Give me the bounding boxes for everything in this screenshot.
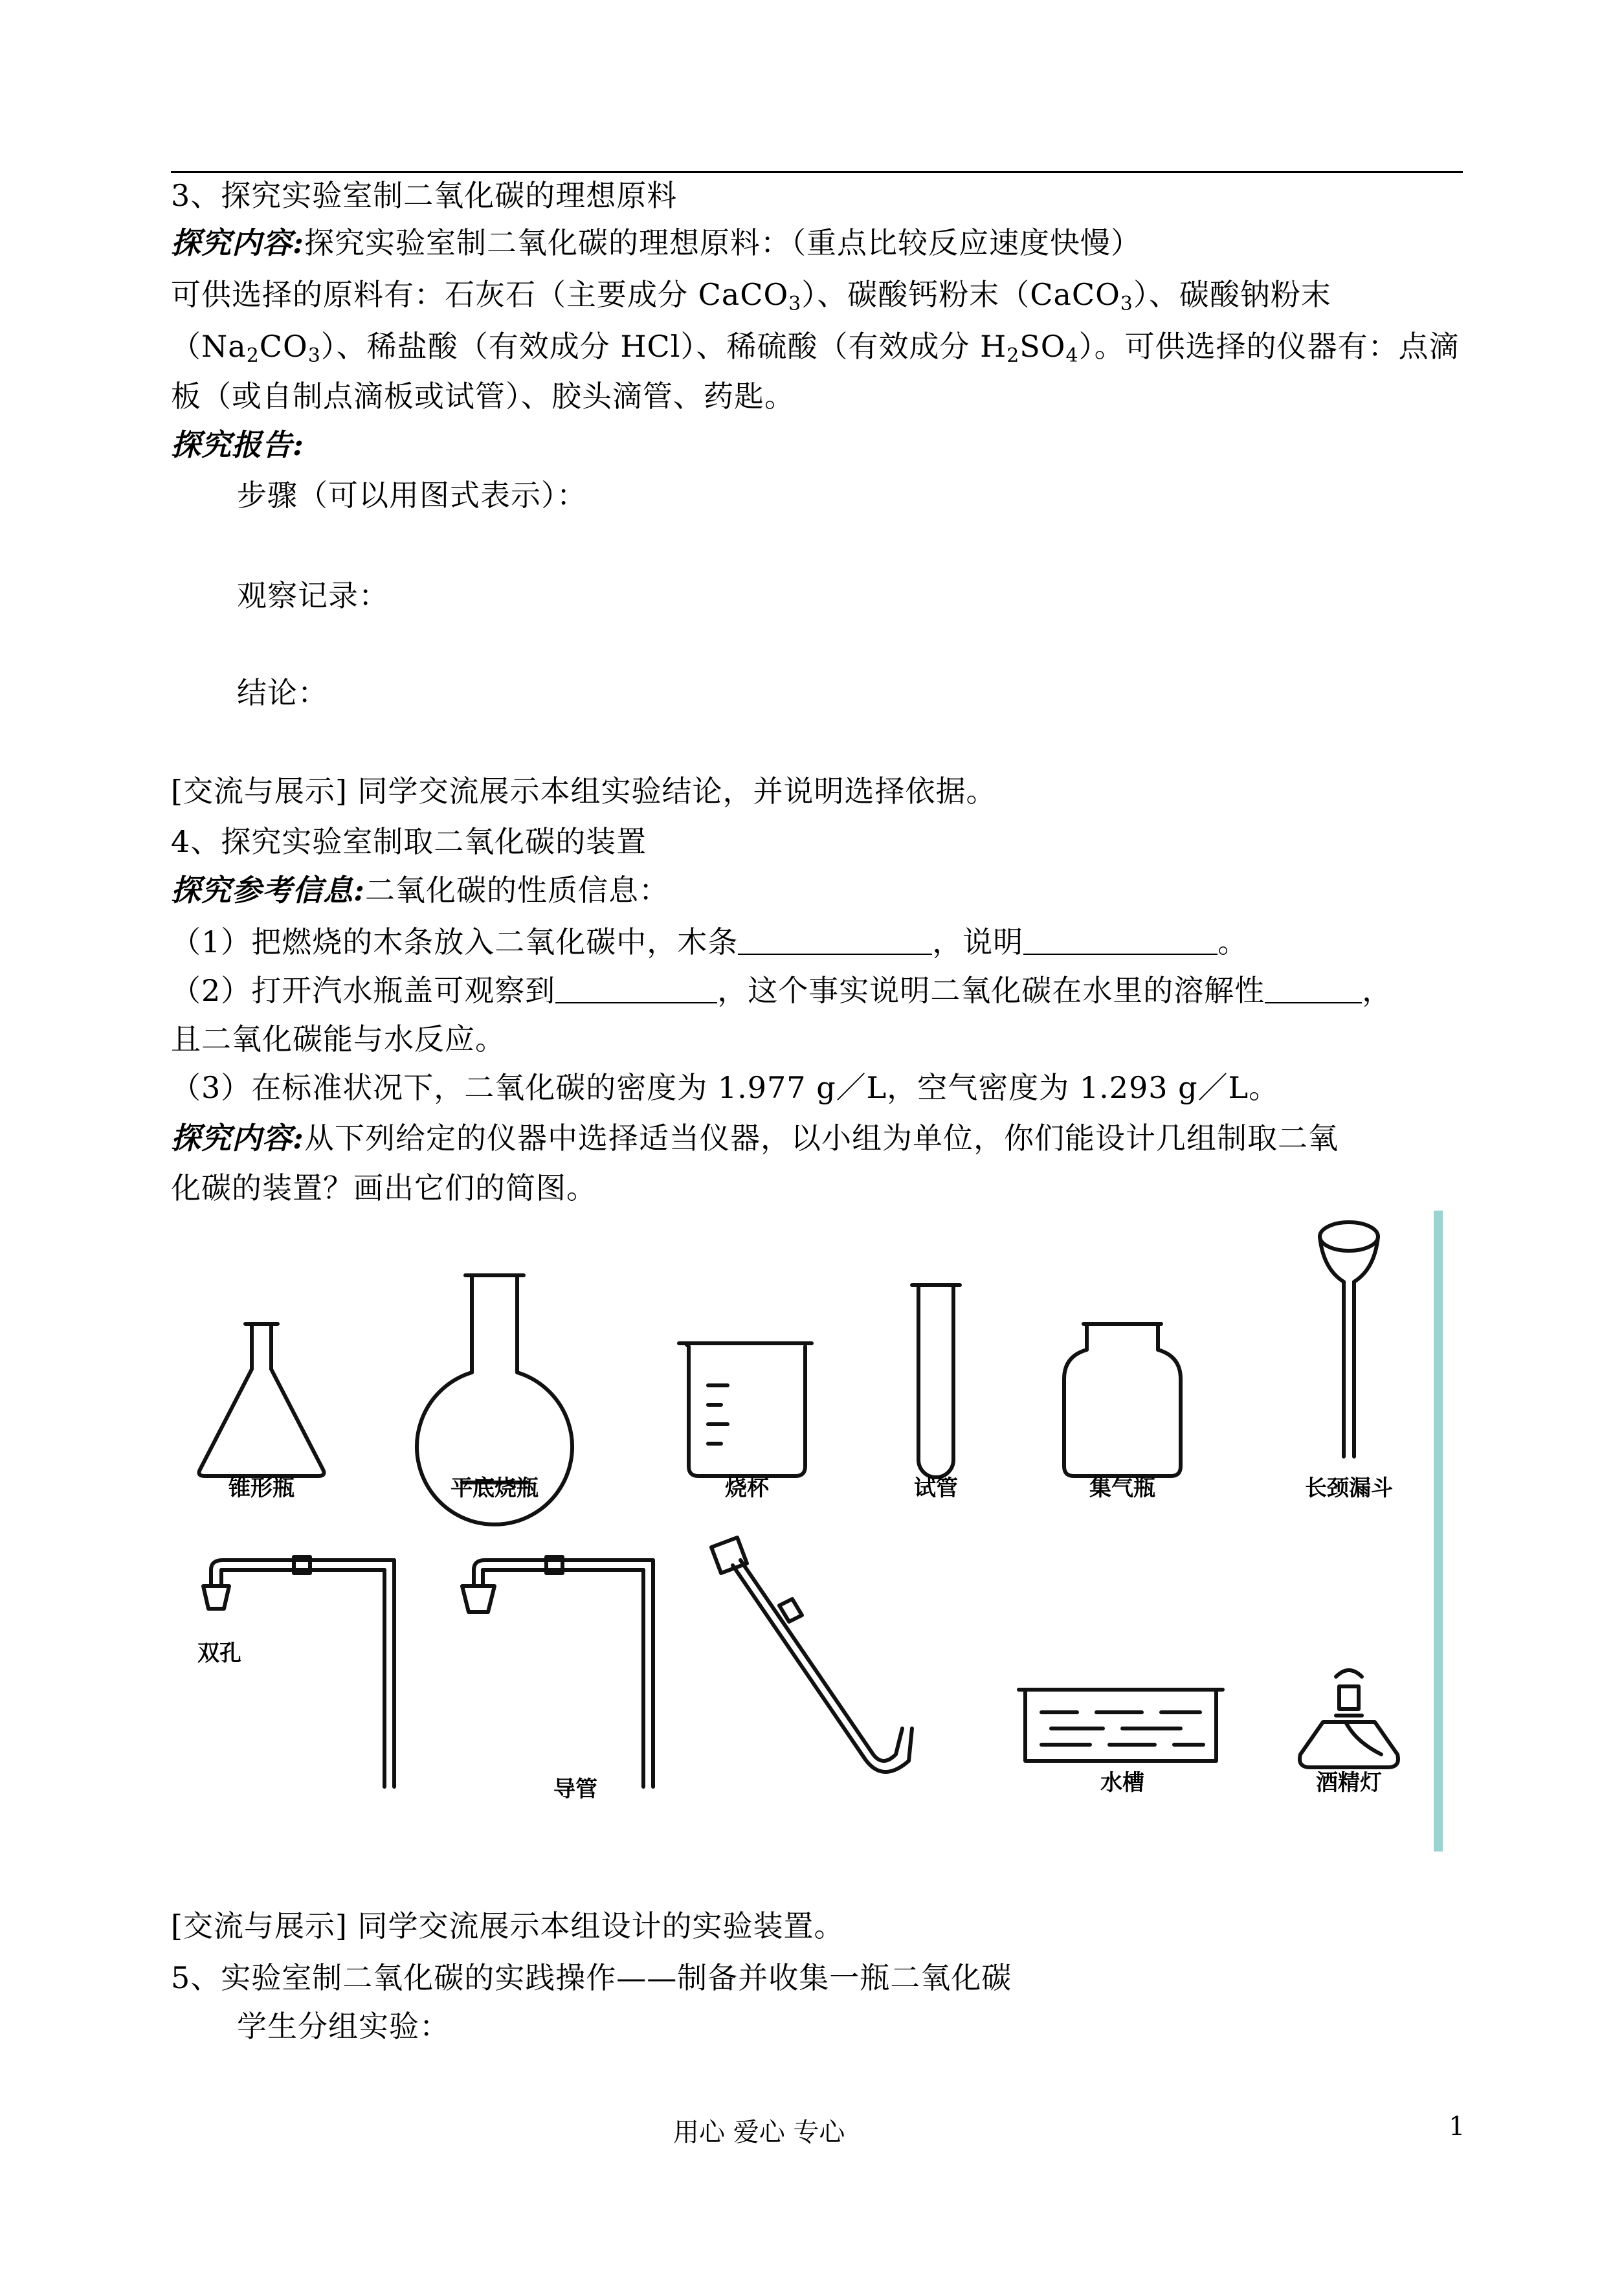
s3-report-label: 探究报告: (171, 427, 304, 462)
lamp-caption: 酒精灯 (1316, 1770, 1382, 1796)
s4-ref-text: 二氧化碳的性质信息： (364, 873, 669, 908)
s3-materials-line-3: 板（或自制点滴板或试管）、胶头滴管、药匙。 (171, 379, 795, 414)
s4-question-1: （1）把燃烧的木条放入二氧化碳中，木条 ，说明 。 (171, 924, 1249, 959)
beaker-caption: 烧杯 (725, 1475, 769, 1501)
s4-content-label: 探究内容: (171, 1121, 304, 1156)
s4-content-text: 从下列给定的仪器中选择适当仪器，以小组为单位，你们能设计几组制取二氧 (304, 1121, 1339, 1156)
s4-exchange: [交流与展示] 同学交流展示本组设计的实验装置。 (171, 1908, 845, 1943)
tube-caption: 导管 (553, 1776, 597, 1802)
s3-conclusion: 结论： (237, 675, 328, 710)
apparatus-svg (171, 1211, 1452, 1851)
answer-blank-4[interactable] (1265, 976, 1362, 1003)
gas-bottle-icon (1064, 1324, 1181, 1476)
s4-ref-label: 探究参考信息: (171, 873, 365, 908)
answer-blank-2[interactable] (1023, 928, 1218, 955)
s4-content-line (171, 1119, 1339, 1158)
footer-motto: 用心 爱心 专心 (673, 2118, 845, 2147)
test-tube-caption: 试管 (914, 1475, 958, 1501)
test-tube-icon (912, 1285, 960, 1477)
water-trough-icon (1019, 1690, 1223, 1761)
s3-content-label: 探究内容: (171, 225, 304, 260)
trough-caption: 水槽 (1100, 1770, 1144, 1796)
section-5-heading: 5、实验室制二氧化碳的实践操作——制备并收集一瓶二氧化碳 (171, 1960, 1012, 1995)
header-rule (171, 171, 1463, 173)
s3-steps: 步骤（可以用图式表示）： (237, 478, 587, 513)
s4-question-2: （2）打开汽水瓶盖可观察到 ，这个事实说明二氧化碳在水里的溶解性 ， (171, 973, 1393, 1008)
alcohol-lamp-icon (1300, 1670, 1398, 1767)
conical-flask-icon (199, 1324, 324, 1476)
s3-content-line (171, 223, 1141, 262)
long-neck-funnel-icon (1320, 1222, 1378, 1457)
page-number: 1 (1449, 2112, 1465, 2142)
two-hole-stopper-tube-icon (203, 1557, 394, 1787)
s4-ref-line (171, 871, 669, 910)
stopper-tube-2-icon (462, 1557, 653, 1787)
s5-group: 学生分组实验： (237, 2009, 450, 2044)
gas-bottle-caption: 集气瓶 (1089, 1475, 1155, 1501)
j-tube-icon (711, 1538, 912, 1772)
s4-question-2-cont: 且二氧化碳能与水反应。 (171, 1022, 506, 1057)
apparatus-figure (171, 1211, 1452, 1851)
beaker-icon (679, 1343, 812, 1476)
flat-flask-caption: 平底烧瓶 (450, 1475, 539, 1501)
s3-content-text: 探究实验室制二氧化碳的理想原料：（重点比较反应速度快慢） (304, 225, 1141, 260)
answer-blank-3[interactable] (555, 976, 717, 1003)
s3-exchange: [交流与展示] 同学交流展示本组实验结论，并说明选择依据。 (171, 774, 997, 809)
long-funnel-caption: 长颈漏斗 (1305, 1475, 1393, 1501)
two-hole-caption: 双孔 (197, 1640, 241, 1666)
s3-materials-line-1: 可供选择的原料有：石灰石（主要成分 CaCO$_3$）、碳酸钙粉末（CaCO$_3$）、碳酸钠粉末 (171, 277, 1331, 315)
section-4-heading: 4、探究实验室制取二氧化碳的装置 (171, 824, 647, 859)
answer-blank-1[interactable] (738, 928, 932, 955)
s4-content-line-2: 化碳的装置？画出它们的简图。 (171, 1170, 597, 1205)
s4-question-3: （3）在标准状况下，二氧化碳的密度为 1.977 g／L，空气密度为 1.293 g／L。 (171, 1070, 1280, 1105)
s3-observe: 观察记录： (237, 578, 389, 613)
conical-flask-caption: 锥形瓶 (228, 1475, 295, 1501)
section-3-heading: 3、探究实验室制二氧化碳的理想原料 (171, 178, 678, 213)
s3-materials-line-2: $(Na_2CO_3)$、稀盐酸（有效成分 HCl）、稀硫酸（有效成分 $H_2SO_4$）。可供选择的仪器有：点滴 (171, 329, 1460, 367)
